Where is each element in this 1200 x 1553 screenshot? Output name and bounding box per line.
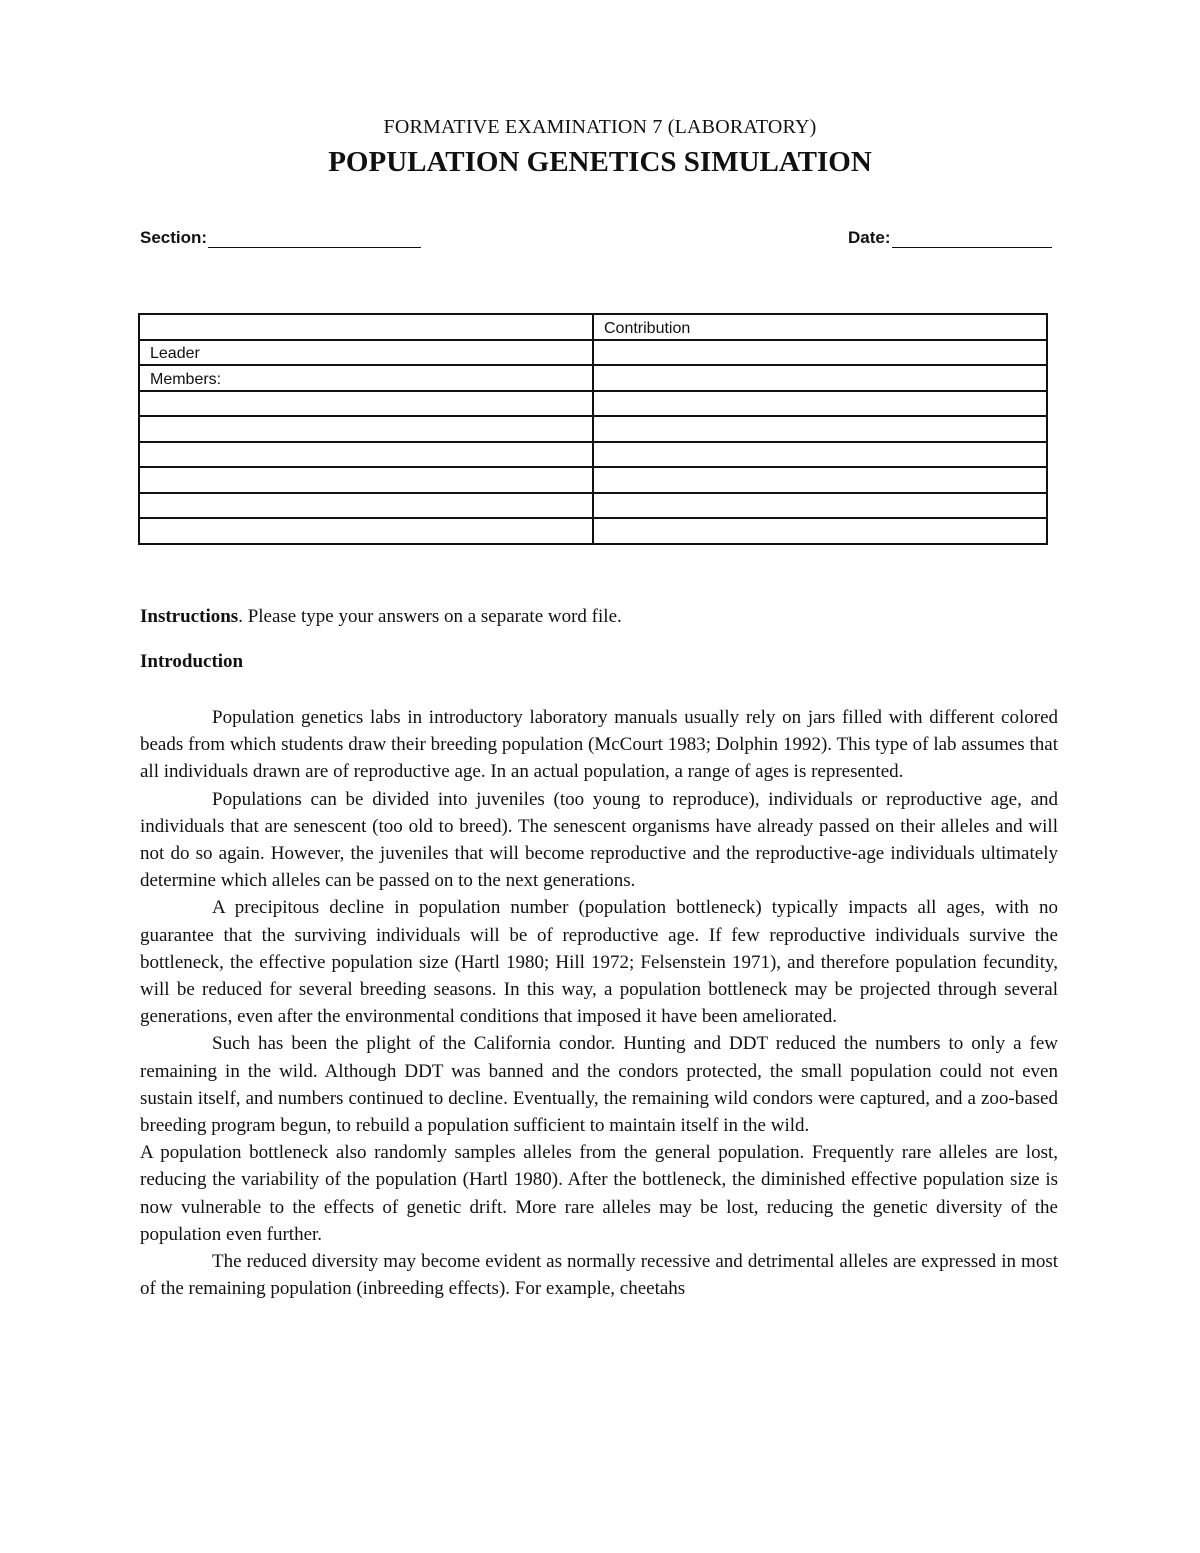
table-cell[interactable]: [593, 467, 1047, 493]
instructions-label: Instructions: [140, 606, 239, 627]
table-cell[interactable]: [593, 365, 1047, 391]
table-cell[interactable]: [139, 416, 593, 442]
section-field: [140, 228, 421, 248]
section-blank-line[interactable]: [208, 229, 421, 248]
table-cell[interactable]: [139, 518, 593, 544]
table-row: [139, 518, 1047, 544]
paragraph: The reduced diversity may become evident as normally recessive and detrimental alleles are expressed in most of the remaining population (inbreeding effects). For example, cheetahs: [140, 1251, 1058, 1300]
instructions-text: . Please type your answers on a separate word file.: [238, 606, 622, 627]
table-cell[interactable]: [593, 442, 1047, 468]
paragraph: A population bottleneck also randomly samples alleles from the general population. Frequently rare alleles are lost, reducing the variability of the population (Hartl 1980). After the bottleneck, the diminished effective population size is now vulnerable to the effects of genetic drift. More rare alleles may be lost, reducing the genetic diversity of the population even further.: [140, 1142, 1058, 1245]
table-cell[interactable]: Members:: [139, 365, 593, 391]
paragraph: A precipitous decline in population number (population bottleneck) typically impacts all ages, with no guarantee that the surviving individuals will be of reproductive age. If few reproductive individuals survive the bottleneck, the effective population size (Hartl 1980; Hill 1972; Felsenstein 1971), and therefore population fecundity, will be reduced for several breeding seasons. In this way, a population bottleneck may be projected through several generations, even after the environmental conditions that imposed it have been ameliorated.: [140, 897, 1058, 1028]
group-roster-table: [138, 313, 1048, 545]
table-cell[interactable]: [139, 493, 593, 519]
table-row: [139, 442, 1047, 468]
table-cell[interactable]: [593, 518, 1047, 544]
table-row: [139, 467, 1047, 493]
table-header-cell: Contribution: [593, 314, 1047, 340]
section-label: Section:: [140, 228, 208, 247]
table-row: [139, 416, 1047, 442]
date-blank-line[interactable]: [892, 229, 1052, 248]
table-cell[interactable]: [139, 442, 593, 468]
table-row: [139, 365, 1047, 391]
date-field: [848, 228, 1052, 248]
table-cell[interactable]: [593, 416, 1047, 442]
instructions-line: [140, 606, 622, 628]
introduction-body: [140, 704, 1058, 1302]
document-title: POPULATION GENETICS SIMULATION: [328, 146, 872, 178]
table-header-cell: [139, 314, 593, 340]
introduction-heading: Introduction: [140, 651, 244, 672]
table-row: [139, 391, 1047, 417]
table-cell[interactable]: [593, 391, 1047, 417]
paragraph: Populations can be divided into juveniles (too young to reproduce), individuals or reproductive age, and individuals that are senescent (too old to breed). The senescent organisms have already passed on their alleles and will not do so again. However, the juveniles that will become reproductive and the reproductive-age individuals ultimately determine which alleles can be passed on to the next generations.: [140, 788, 1058, 892]
date-label: Date:: [848, 228, 891, 247]
exam-subtitle: FORMATIVE EXAMINATION 7 (LABORATORY): [383, 116, 817, 138]
table-row: [139, 493, 1047, 519]
paragraph: Population genetics labs in introductory laboratory manuals usually rely on jars filled with different colored beads from which students draw their breeding population (McCourt 1983; Dolphin 1992). This type of lab assumes that all individuals drawn are of reproductive age. In an actual population, a range of ages is represented.: [140, 707, 1058, 783]
table-cell[interactable]: [139, 391, 593, 417]
table-cell[interactable]: [139, 467, 593, 493]
table-header-row: [139, 314, 1047, 340]
paragraph: Such has been the plight of the California condor. Hunting and DDT reduced the numbers to only a few remaining in the wild. Although DDT was banned and the condors protected, the small population could not even sustain itself, and numbers continued to decline. Eventually, the remaining wild condors were captured, and a zoo-based breeding program begun, to rebuild a population sufficient to maintain itself in the wild.: [140, 1033, 1058, 1137]
table-row: [139, 340, 1047, 366]
table-cell[interactable]: Leader: [139, 340, 593, 366]
table-cell[interactable]: [593, 340, 1047, 366]
table-cell[interactable]: [593, 493, 1047, 519]
